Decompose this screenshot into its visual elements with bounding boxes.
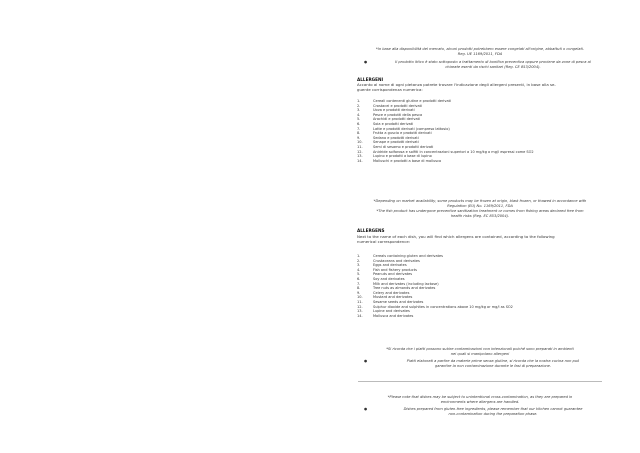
allergen-label: Lupino e prodotti a base di lupino <box>373 154 432 159</box>
allergen-number: 3. <box>357 108 361 113</box>
allergen-label: Sedano e prodotti derivati <box>373 135 419 140</box>
allergen-number: 2. <box>357 103 361 108</box>
en-intro-line: numerical correspondence: <box>357 239 411 244</box>
allergen-label: Molluschi e prodotti a base di mollusco <box>373 158 442 163</box>
en-market-note <box>355 199 605 219</box>
allergen-number: 5. <box>357 272 361 277</box>
allergen-label: Crustaceans and derivates <box>373 258 420 263</box>
allergen-number: 8. <box>357 286 361 291</box>
allergen-number: 2. <box>357 258 361 263</box>
allergen-label: Soy and derivates <box>373 276 405 281</box>
allergen-label: Latte e prodotti derivati (compreso lattosio) <box>373 126 450 131</box>
allergen-label: Crostacei e prodotti derivati <box>373 103 422 108</box>
it-contamination-line: *Si ricorda che i piatti possono subire contaminazioni non intenzionali poiché sono preparati in ambienti <box>386 347 574 351</box>
it-market-note <box>355 47 605 57</box>
allergen-number: 9. <box>357 290 361 295</box>
en-contamination-line: environments where allergens are handled. <box>440 400 520 404</box>
allergen-number: 9. <box>357 135 361 140</box>
allergen-label: Milk and derivates (including lactose) <box>373 281 439 286</box>
allergen-number: 14. <box>357 313 363 318</box>
allergen-number: 10. <box>357 140 363 145</box>
allergen-number: 3. <box>357 263 361 268</box>
allergen-number: 4. <box>357 267 361 272</box>
en-fish-note-line: health risks (Reg. EC 853/2004). <box>450 214 510 218</box>
allergen-number: 14. <box>357 158 363 163</box>
allergen-label: Frutta a guscio e prodotti derivati <box>373 131 432 136</box>
allergen-label: Sesame seeds and derivates <box>373 299 424 304</box>
en-gluten-note <box>364 407 608 417</box>
allergen-label: Celery and derivates <box>373 290 410 295</box>
allergen-number: 13. <box>357 309 363 314</box>
allergen-number: 11. <box>357 144 363 149</box>
divider <box>358 381 602 382</box>
en-gluten-line: Dishes prepared from gluten-free ingredients, please remember that our kitchen cannot guarantee <box>403 407 583 411</box>
bullet-icon: ● <box>364 359 368 363</box>
allergen-number: 6. <box>357 121 361 126</box>
en-allergen-item <box>357 314 607 319</box>
allergen-label: Eggs and derivates <box>373 263 407 268</box>
allergen-label: Senape e prodotti derivati <box>373 140 419 145</box>
allergen-number: 10. <box>357 295 363 300</box>
it-intro-line: Accanto al nome di ogni pietanza potrete trovare l'indicazione degli allergeni presenti, in base alla se- <box>357 82 556 87</box>
en-allergens-intro <box>357 234 607 244</box>
allergen-label: Semi di sesamo e prodotti derivati <box>373 144 434 149</box>
allergen-number: 7. <box>357 126 361 131</box>
allergen-number: 4. <box>357 112 361 117</box>
en-allergen-list <box>357 254 607 318</box>
allergen-number: 11. <box>357 299 363 304</box>
it-allergen-list <box>357 99 607 163</box>
en-gluten-line: non-contamination during the preparation phase. <box>448 412 538 416</box>
en-market-note-line: Regulation (EU) No. 1169/2011, FDA <box>447 204 513 208</box>
it-fish-note-line: chiarate esenti da rischi sanitari (Reg. CE 853/2004). <box>445 65 541 69</box>
allergen-number: 8. <box>357 131 361 136</box>
allergen-label: Anidride solforosa e solfiti in concentrazioni superiori a 10 mg/kg o mg/l espressi come SO2 <box>373 149 534 154</box>
en-market-note-line: *Depending on market availability, some products may be frozen at origin, blast frozen, or thawed in accordance with <box>373 199 587 203</box>
en-contamination-line: *Please note that dishes may be subject to unintentional cross-contamination, as they are prepared in <box>387 395 573 399</box>
allergen-number: 13. <box>357 154 363 159</box>
allergen-number: 7. <box>357 281 361 286</box>
bullet-icon: ● <box>364 60 368 64</box>
en-allergens-heading: ALLERGENS <box>357 228 385 233</box>
allergen-label: Uova e prodotti derivati <box>373 108 415 113</box>
it-contamination-line: nei quali si manipolano allergeni <box>450 352 510 356</box>
allergen-number: 1. <box>357 254 361 258</box>
en-fish-note-line: *The fish product has undergone preventive sanitization treatment or comes from fishing areas declared free from <box>376 209 584 213</box>
allergen-number: 5. <box>357 117 361 122</box>
allergen-label: Cereals containing gluten and derivates <box>373 254 443 258</box>
allergen-number: 6. <box>357 276 361 281</box>
allergen-label: Soia e prodotti derivati <box>373 121 414 126</box>
allergen-number: 12. <box>357 304 363 309</box>
it-contamination-note <box>355 347 605 357</box>
it-market-note-line: *In base alla disponibilità del mercato, alcuni prodotti potrebbero essere congelati all'origine, abbattuti o congelati. <box>375 47 585 51</box>
it-gluten-line: Piatti elaborati a partire da materie prime senza glutine, si ricorda che la nostra cucina non può <box>406 359 580 363</box>
allergen-number: 12. <box>357 149 363 154</box>
it-allergens-heading: ALLERGENI <box>357 77 384 82</box>
it-fish-note-line: Il prodotto ittico è stato sottoposto a trattamento di bonifica preventiva oppure proviene da zone di pesca al <box>395 60 591 64</box>
it-gluten-note <box>364 359 608 369</box>
allergen-label: Tree nuts as almonds and derivates <box>373 286 436 291</box>
allergen-label: Mustard and derivates <box>373 295 413 300</box>
allergen-label: Lupine and derivates <box>373 309 410 314</box>
allergen-label: Cereali contenenti glutine e prodotti derivati <box>373 99 451 103</box>
allergen-label: Mollusca and derivates <box>373 313 414 318</box>
allergen-label: Arachidi e prodotti derivati <box>373 117 420 122</box>
allergen-label: Sulphur dioxide and sulphites in concentrations above 10 mg/kg or mg/l as SO2 <box>373 304 513 309</box>
it-gluten-line: garantire la non contaminazione durante le fasi di preparazione. <box>434 364 552 368</box>
allergen-label: Fish and fishery products <box>373 267 417 272</box>
allergen-number: 1. <box>357 99 361 103</box>
it-allergens-intro <box>357 82 607 92</box>
it-fish-note <box>364 60 608 70</box>
en-intro-line: Next to the name of each dish, you will find which allergens are contained, according to the following <box>357 234 555 239</box>
bullet-icon: ● <box>364 407 368 411</box>
it-allergen-item <box>357 159 607 164</box>
en-contamination-note <box>355 395 605 405</box>
allergen-label: Peanuts and derivates <box>373 272 413 277</box>
allergen-label: Pesce e prodotti della pesca <box>373 112 423 117</box>
it-intro-line: guente corrispondenza numerica: <box>357 87 423 92</box>
it-market-note-line: Reg. UE 1169/2011, FDA <box>457 52 503 56</box>
